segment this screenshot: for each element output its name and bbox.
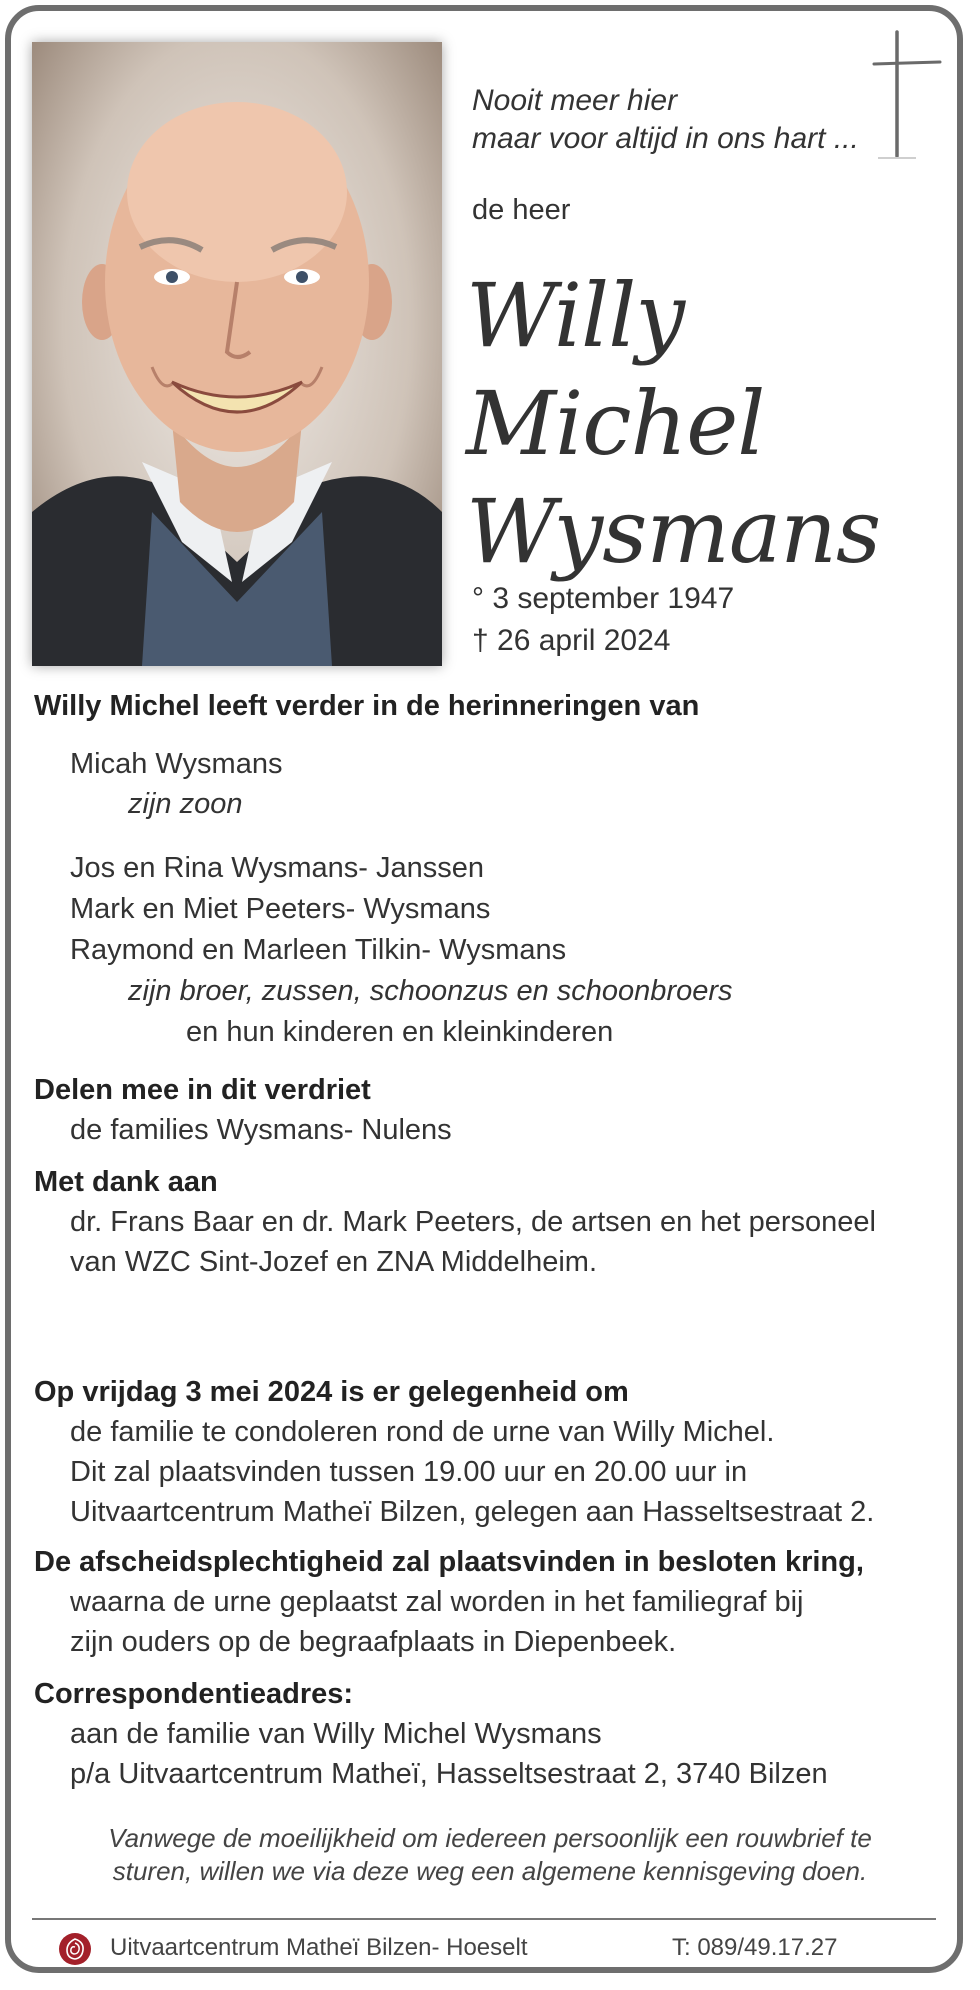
closing-line-2: sturen, willen we via deze weg een algemene kennisgeving doen.	[112, 1856, 868, 1886]
sibling-line: Mark en Miet Peeters- Wysmans	[70, 893, 491, 925]
descendants-line: en hun kinderen en kleinkinderen	[186, 1016, 614, 1048]
quote-line-2: maar voor altijd in ons hart ...	[472, 122, 859, 155]
condolence-heading: Op vrijdag 3 mei 2024 is er gelegenheid om	[34, 1376, 629, 1408]
cross-icon	[870, 28, 950, 168]
funeral-home-phone: T: 089/49.17.27	[672, 1934, 838, 1961]
correspondence-heading: Correspondentieadres:	[34, 1678, 354, 1710]
condolence-line-2: Dit zal plaatsvinden tussen 19.00 uur en 20.00 uur in	[70, 1456, 748, 1488]
sharing-heading: Delen mee in dit verdriet	[34, 1074, 371, 1106]
deceased-name	[466, 262, 980, 586]
death-date: † 26 april 2024	[472, 624, 671, 657]
sharing-text: de families Wysmans- Nulens	[70, 1114, 452, 1146]
condolence-line-1: de familie te condoleren rond de urne van Willy Michel.	[70, 1416, 775, 1448]
son-relation: zijn zoon	[128, 788, 243, 820]
portrait-photo	[32, 42, 442, 666]
thanks-heading: Met dank aan	[34, 1166, 218, 1198]
correspondence-line-2: p/a Uitvaartcentrum Matheï, Hasseltsestraat 2, 3740 Bilzen	[70, 1758, 828, 1790]
farewell-heading: De afscheidsplechtigheid zal plaatsvinden in besloten kring,	[34, 1546, 864, 1578]
name-line-2: Wysmans	[466, 480, 881, 583]
honorific: de heer	[472, 194, 571, 226]
farewell-line-1: waarna de urne geplaatst zal worden in het familiegraf bij	[70, 1586, 804, 1618]
opening-quote	[472, 82, 859, 158]
siblings-relation: zijn broer, zussen, schoonzus en schoonbroers	[128, 975, 733, 1007]
thanks-line-1: dr. Frans Baar en dr. Mark Peeters, de artsen en het personeel	[70, 1206, 876, 1238]
funeral-home-name: Uitvaartcentrum Matheï Bilzen- Hoeselt	[110, 1934, 528, 1961]
sibling-line: Jos en Rina Wysmans- Janssen	[70, 852, 484, 884]
thanks-line-2: van WZC Sint-Jozef en ZNA Middelheim.	[70, 1246, 598, 1278]
footer-divider	[32, 1918, 936, 1920]
life-dates	[472, 578, 734, 662]
son-name: Micah Wysmans	[70, 748, 283, 780]
sibling-line: Raymond en Marleen Tilkin- Wysmans	[70, 934, 567, 966]
name-line-1: Willy Michel	[466, 264, 765, 475]
rose-icon	[58, 1932, 92, 1966]
closing-note	[30, 1822, 950, 1888]
closing-line-1: Vanwege de moeilijkheid om iedereen persoonlijk een rouwbrief te	[108, 1823, 872, 1853]
quote-line-1: Nooit meer hier	[472, 84, 678, 117]
memories-heading: Willy Michel leeft verder in de herinneringen van	[34, 690, 700, 722]
correspondence-line-1: aan de familie van Willy Michel Wysmans	[70, 1718, 602, 1750]
birth-date: ° 3 september 1947	[472, 582, 735, 615]
farewell-line-2: zijn ouders op de begraafplaats in Diepenbeek.	[70, 1626, 677, 1658]
condolence-line-3: Uitvaartcentrum Matheï Bilzen, gelegen aan Hasseltsestraat 2.	[70, 1496, 875, 1528]
